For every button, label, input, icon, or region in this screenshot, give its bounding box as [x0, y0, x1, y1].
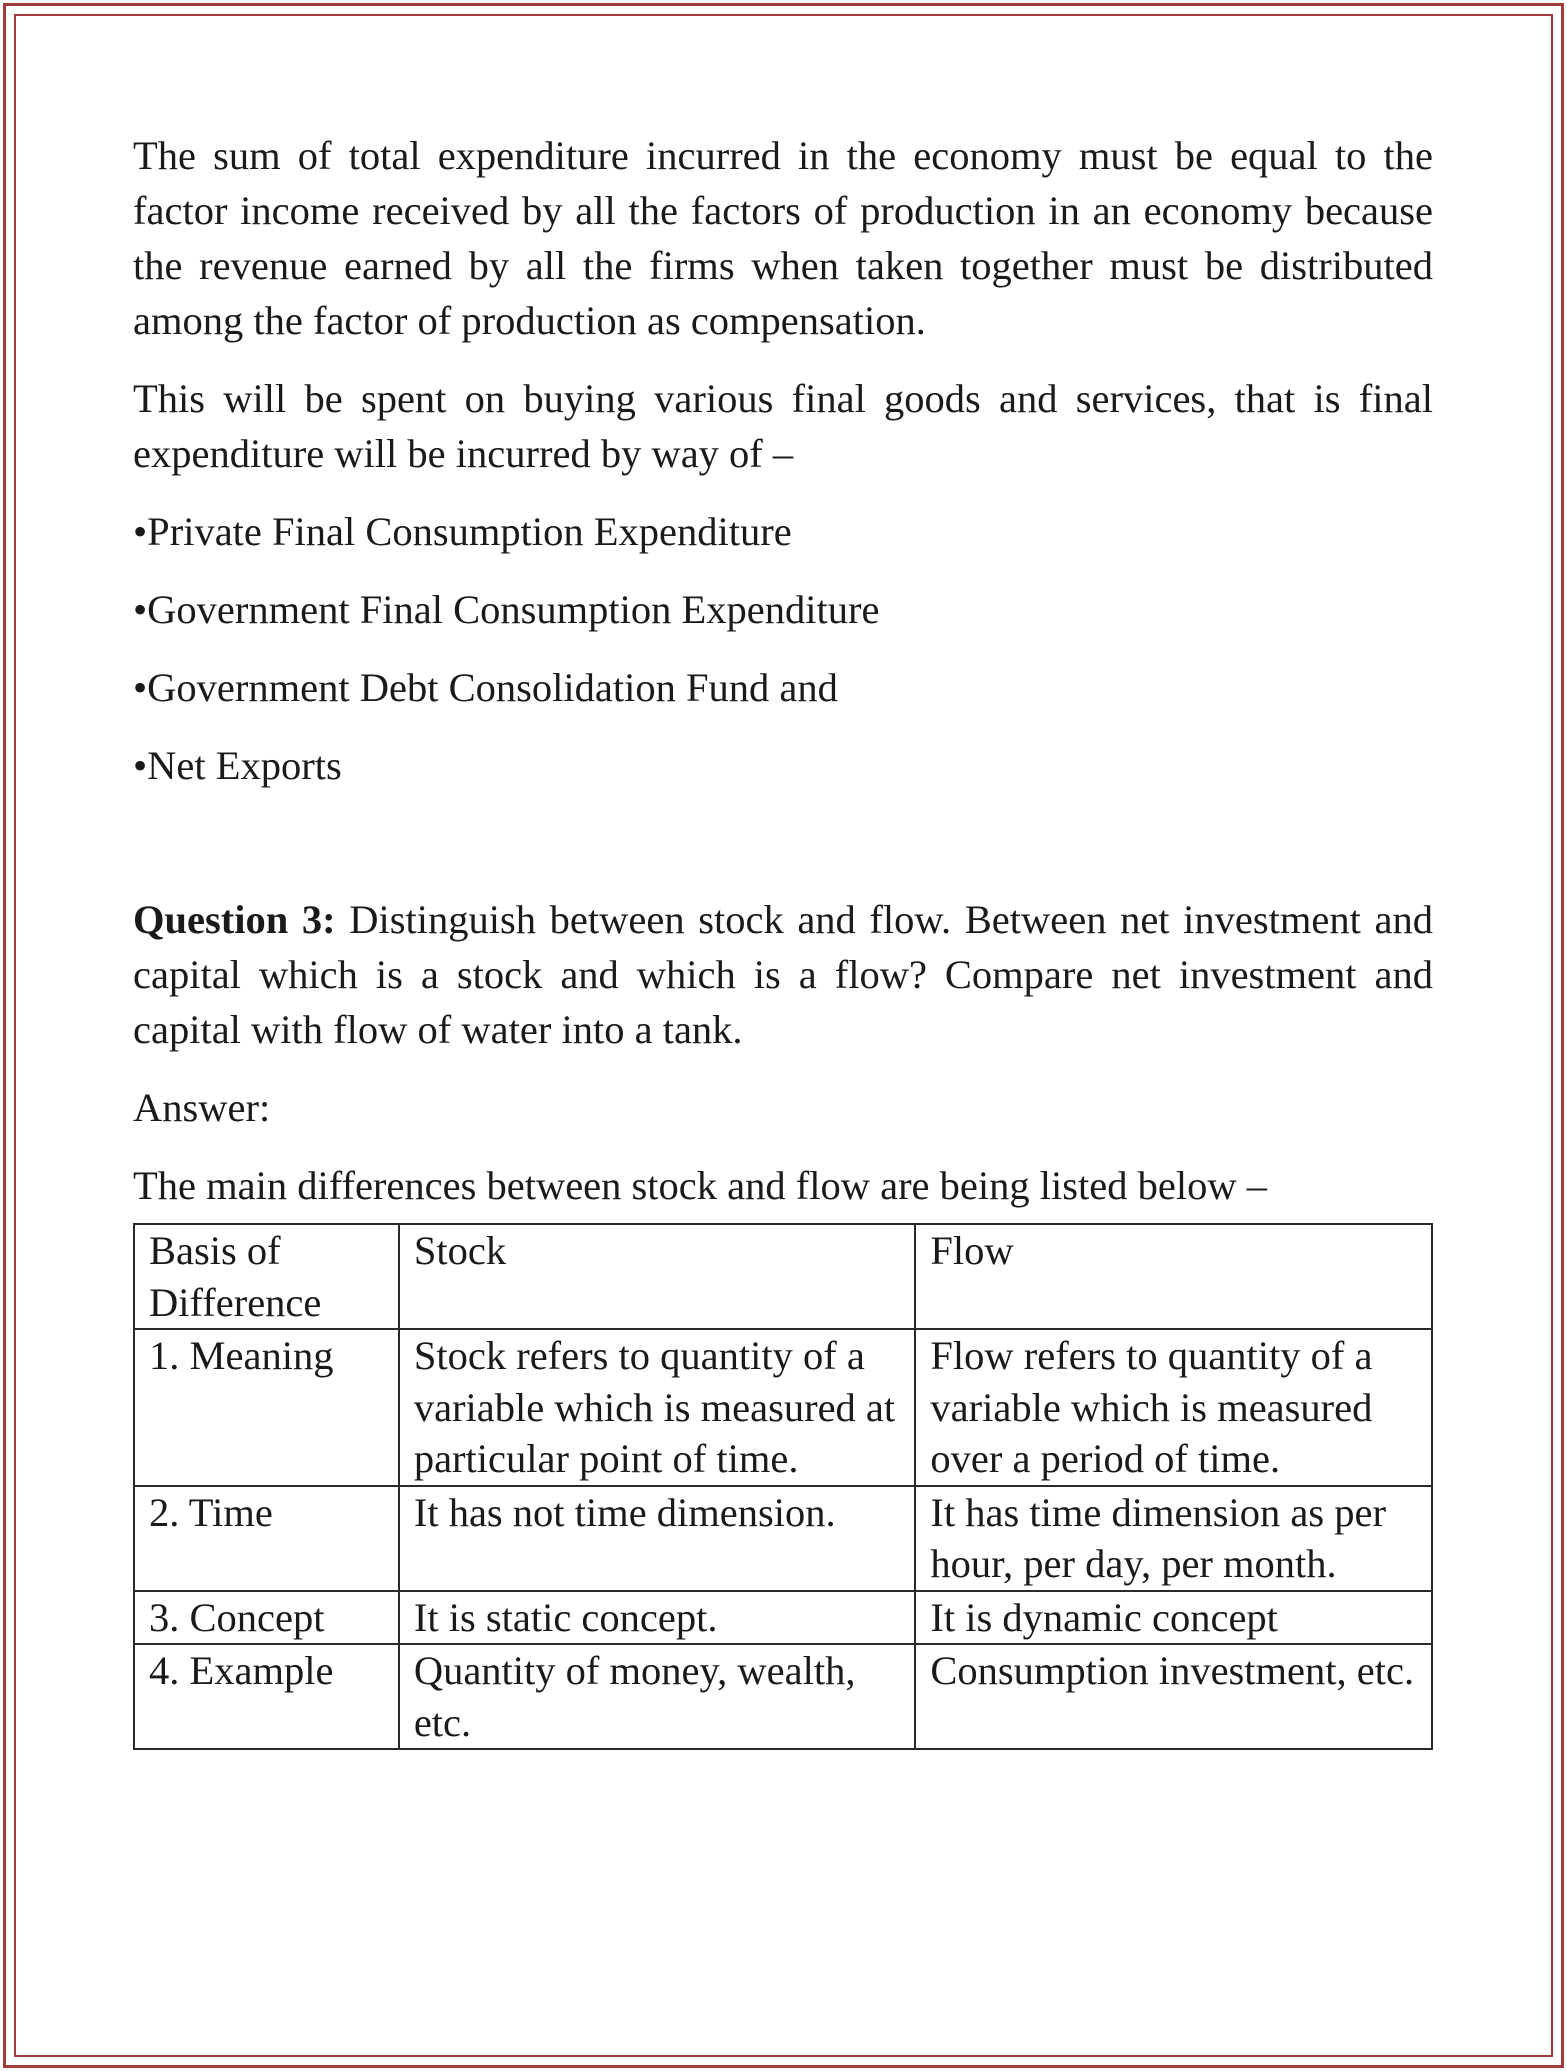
table-row — [134, 1329, 1432, 1486]
table-cell: 3. Concept — [134, 1591, 399, 1645]
table-header-row — [134, 1224, 1432, 1329]
table-cell: It has time dimension as per hour, per day, per month. — [915, 1486, 1432, 1591]
table-row — [134, 1644, 1432, 1749]
table-cell: Stock refers to quantity of a variable which is measured at particular point of time. — [399, 1329, 916, 1486]
question-label: Question 3: — [133, 897, 336, 942]
table-cell: 4. Example — [134, 1644, 399, 1749]
list-item: •Private Final Consumption Expenditure — [133, 509, 792, 554]
table-row — [134, 1486, 1432, 1591]
list-item: •Government Debt Consolidation Fund and — [133, 665, 838, 710]
document-body — [133, 128, 1433, 1750]
expenditure-bullet-list — [133, 504, 1433, 793]
table-cell: It is static concept. — [399, 1591, 916, 1645]
table-cell: Quantity of money, wealth, etc. — [399, 1644, 916, 1749]
paragraph-expenditure-income: The sum of total expenditure incurred in the economy must be equal to the factor income received by all the factors of production in an economy because the revenue earned by all the firms when taken together must be distributed among the factor of production as compensation. — [133, 133, 1433, 343]
table-cell: It is dynamic concept — [915, 1591, 1432, 1645]
table-cell: 2. Time — [134, 1486, 399, 1591]
header-cell-basis: Basis of Difference — [134, 1224, 399, 1329]
list-item: •Net Exports — [133, 743, 342, 788]
table-row — [134, 1591, 1432, 1645]
header-cell-flow: Flow — [915, 1224, 1432, 1329]
header-cell-stock: Stock — [399, 1224, 916, 1329]
stock-flow-comparison-table — [133, 1223, 1433, 1750]
question-text: Distinguish between stock and flow. Between net investment and capital which is a stock and which is a flow? Compare net investment and capital with flow of water into a tank. — [133, 897, 1433, 1052]
paragraph-final-expenditure: This will be spent on buying various final goods and services, that is final expenditure will be incurred by way of – — [133, 376, 1433, 476]
list-item: •Government Final Consumption Expenditure — [133, 587, 880, 632]
table-cell: It has not time dimension. — [399, 1486, 916, 1591]
table-cell: Flow refers to quantity of a variable which is measured over a period of time. — [915, 1329, 1432, 1486]
table-cell: 1. Meaning — [134, 1329, 399, 1486]
answer-label: Answer: — [133, 1085, 271, 1130]
table-intro: The main differences between stock and flow are being listed below – — [133, 1163, 1267, 1208]
question-paragraph — [133, 892, 1433, 1057]
section-spacer — [133, 816, 1433, 892]
table-cell: Consumption investment, etc. — [915, 1644, 1432, 1749]
